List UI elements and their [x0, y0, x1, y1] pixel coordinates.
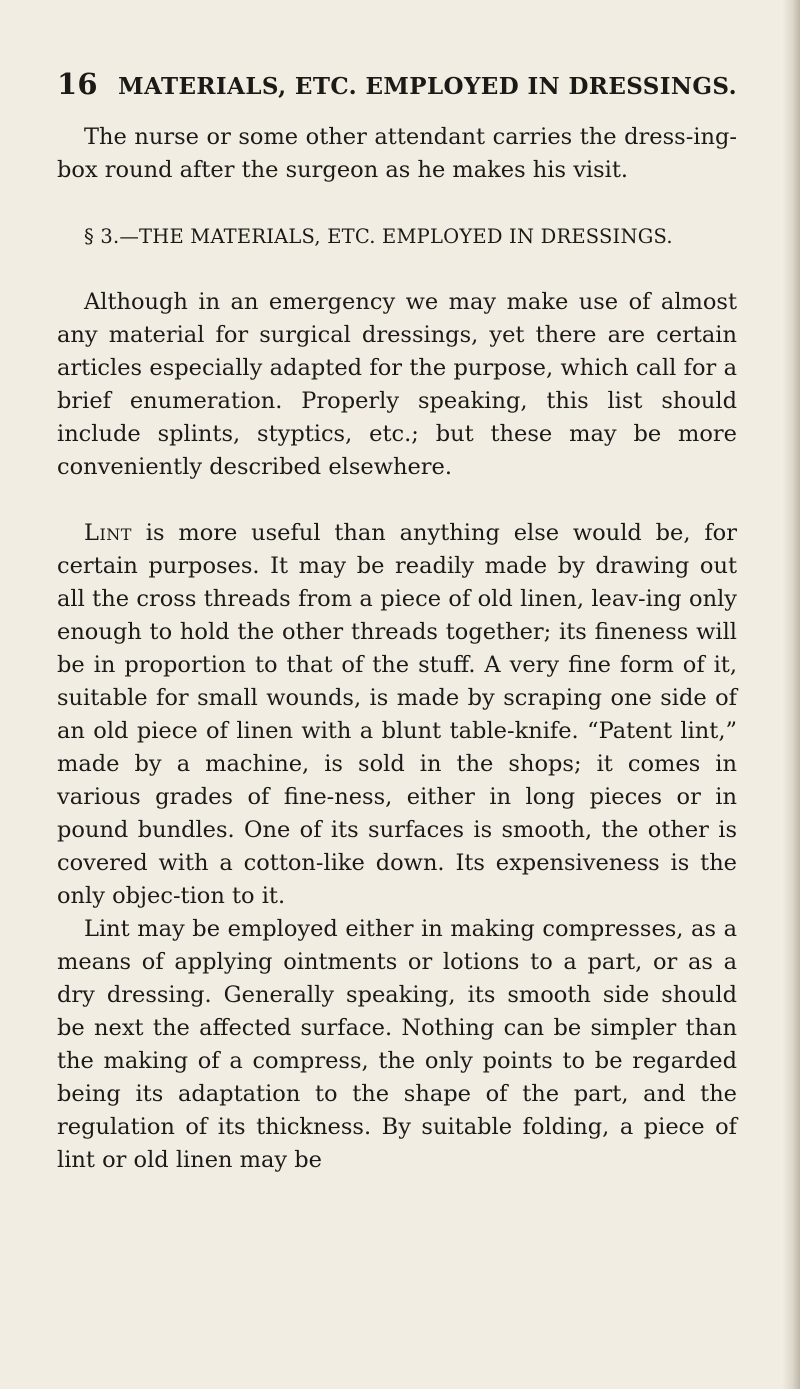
- running-title: MATERIALS, ETC. EMPLOYED IN DRESSINGS.: [118, 73, 737, 100]
- paragraph-materials-intro: Although in an emergency we may make use of almost any material for surgical dressings, yet there are certain articles especially adapted for the purpose, which call for a brief enumeration. Properly speaking, this list should include splints, styptics, etc.; but these may be more conveniently described elsewhere.: [57, 289, 737, 480]
- lint-lead-word: Lint: [84, 520, 132, 546]
- running-head: [57, 64, 737, 104]
- lint-paragraph-text: is more useful than anything else would be, for certain purposes. It may be readily made by drawing out all the cross threads from a piece of old linen, leav-ing only enough to hold the other threads together; its fineness will be in proportion to that of the stuff. A very fine form of it, suitable for small wounds, is made by scraping one side of an old piece of linen with a blunt table-knife. “Patent lint,” made by a machine, is sold in the shops; it comes in various grades of fine-ness, either in long pieces or in pound bundles. One of its surfaces is smooth, the other is covered with a cotton-like down. Its expensiveness is the only objec-tion to it.: [57, 520, 737, 909]
- body-text: [57, 121, 737, 1177]
- paragraph-lint: [57, 517, 737, 913]
- paragraph-dressing-box: The nurse or some other attendant carries the dress-ing-box round after the surgeon as he makes his visit.: [57, 124, 737, 183]
- paragraph-lint-uses: Lint may be employed either in making compresses, as a means of applying ointments or lotions to a part, or as a dry dressing. Generally speaking, its smooth side should be next the affected surface. Nothing can be simpler than the making of a compress, the only points to be regarded being its adaptation to the shape of the part, and the regulation of its thickness. By suitable folding, a piece of lint or old linen may be: [57, 916, 737, 1173]
- page-number: 16: [57, 67, 98, 101]
- page-edge-shadow: [782, 0, 800, 1389]
- book-page: [57, 64, 737, 1177]
- section-heading: § 3.—THE MATERIALS, ETC. EMPLOYED IN DRESSINGS.: [84, 225, 673, 248]
